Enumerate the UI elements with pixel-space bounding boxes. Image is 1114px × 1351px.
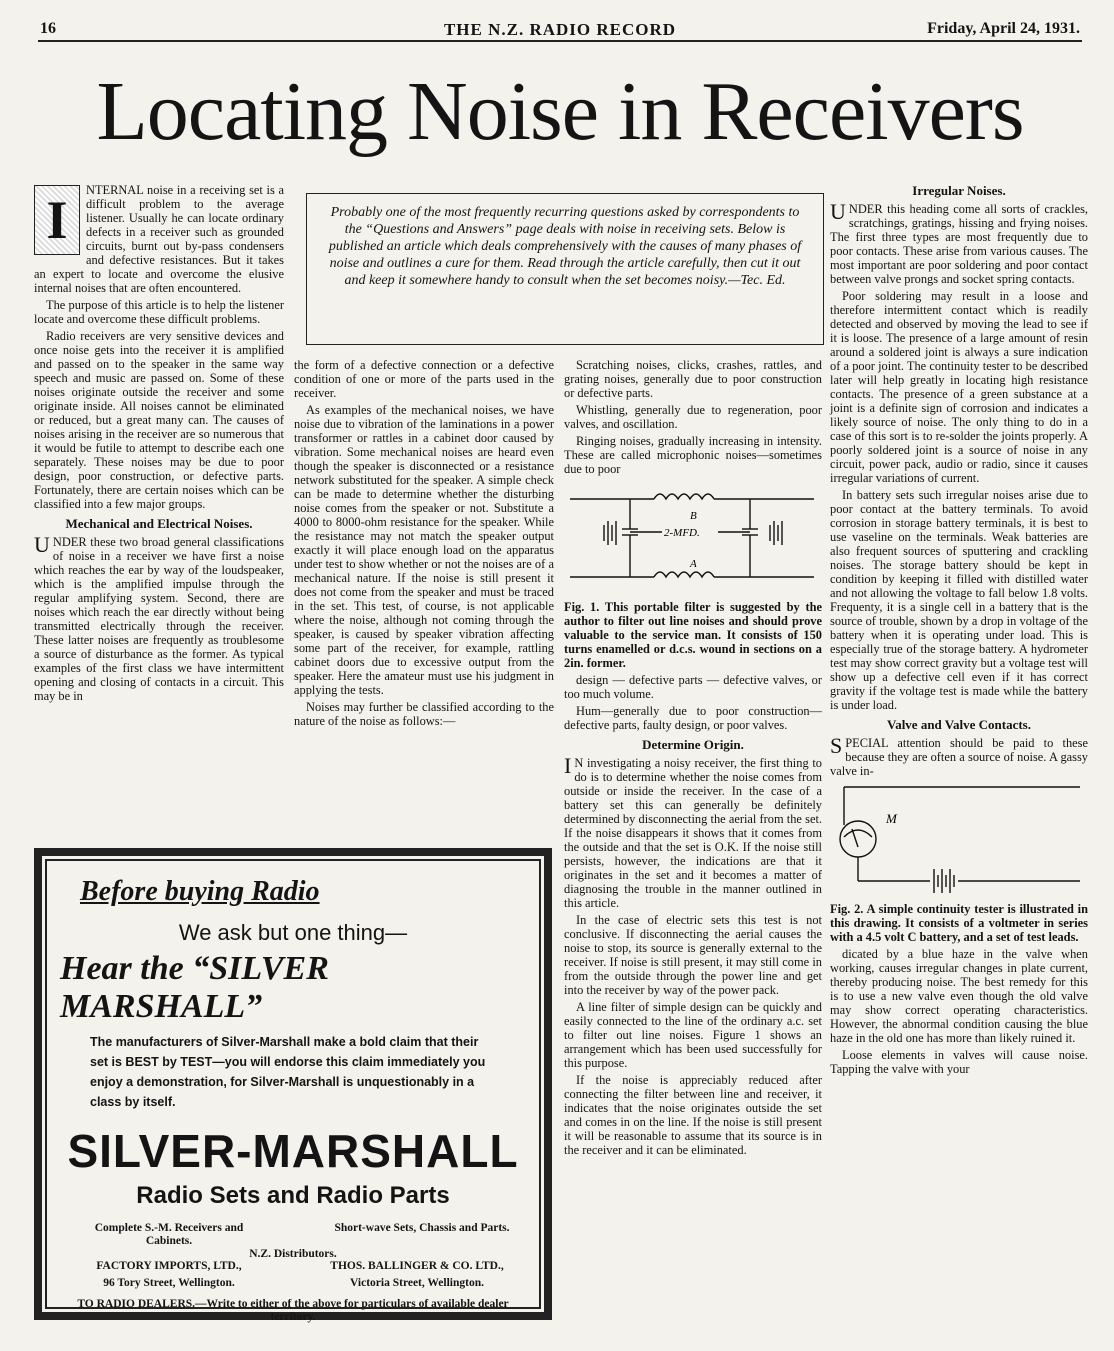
initial-letter: U [34, 532, 50, 557]
subheading-valve-contacts: Valve and Valve Contacts. [887, 717, 1031, 732]
col4-para-4 [830, 733, 1088, 778]
ad-claim-text: The manufacturers of Silver-Marshall make a bold claim that their set is BEST by TEST—you will endorse this claim immediately you enjoy a demonstration, for Silver-Marshall is unquestionably in a class by itself. [90, 1035, 486, 1109]
col3-para-5: Hum—generally due to poor construction—defective parts, faulty design, or poor valves. [564, 704, 822, 732]
ad-product-line: Radio Sets and Radio Parts [136, 1182, 450, 1209]
ad-row-companies [74, 1260, 512, 1273]
fig1-label-a: A [690, 558, 697, 570]
col2-para-2: As examples of the mechanical noises, we have noise due to vibration of the laminations in a power transformer or rattles in a cabinet door caused by vibration. Some mechanical noises are heard even though the speaker is disconnected or a resistance network substituted for the speaker. A simple check can be made to determine whether the disturbing noise comes from the speaker or not. Substitute a 4000 to 8000-ohm resistance for the speaker. While the resistance may not match the speaker output exactly it will place enough load on the apparatus under test to show whether or not the noises are of a mechanical nature. If the noise is still present it does not come from the speaker and must be traced in the set. This test, of course, is not applicable where the noise, although not coming through the speaker, is caused by speaker vibration affecting some part of the receiver, for example, rattling cabinet doors due to excessive output from the speaker. Here the amateur must use his judgment in applying the tests. [294, 403, 554, 697]
col3-para-2: Whistling, generally due to regeneration, poor valves, and oscillation. [564, 403, 822, 431]
column-2 [294, 358, 554, 843]
ad-brand-name: SILVER-MARSHALL [67, 1125, 519, 1177]
ad-distributors-label: N.Z. Distributors. [249, 1248, 337, 1260]
ad-line-before-buying: Before buying Radio [80, 876, 320, 907]
col1-para-4-text: NDER these two broad general classifications of noise in a receiver we have first a noise which reaches the ear by way of the loudspeaker, which is the amplified impulse through the regular amplifying system. Second, there are noises which reach the ear directly without being transmitted electrically through the receiver. These latter noises are frequently as troublesome a source of disturbance as the former. As typical examples of the first class we have intermittent opening and closing of contacts in a circuit. This may be in [34, 535, 284, 703]
editor-intro-text: Probably one of the most frequently recurring questions asked by correspondents to the “Questions and Answers” page deals with noise in receiving sets. Below is published an article which deals comprehensively with the causes of many phases of noise and outlines a cure for them. Read through the article carefully, then cut it out and keep it somewhere handy to consult when the set becomes noisy.—Tec. Ed. [328, 205, 802, 288]
subheading-mechanical-electrical: Mechanical and Electrical Noises. [65, 516, 253, 531]
column-4 [830, 178, 1088, 1338]
ornamental-dropcap: I [34, 185, 80, 255]
col4-para-1-text: NDER this heading come all sorts of crackles, scratchings, gratings, hissing and frying noises. The first three types are most frequently due to poor contacts. These arise from various causes. The most important are poor soldering and poor contact between valve prongs and socket spring contacts. [830, 202, 1088, 286]
col1-para-2: The purpose of this article is to help the listener locate and overcome these difficult problems. [34, 298, 284, 326]
initial-letter: U [830, 199, 846, 224]
col2-para-1: the form of a defective connection or a defective condition of one or more of the parts used in the receiver. [294, 358, 554, 400]
col3-para-9: If the noise is appreciably reduced after connecting the filter between line and receiver, it indicates that the noise originates outside the set and comes in on the line. If the noise is still present it will be reasonable to assume that its source is in the receiver and it can be eliminated. [564, 1073, 822, 1157]
subheading-determine-origin: Determine Origin. [642, 737, 744, 752]
col1-para-3: Radio receivers are very sensitive devices and once noise gets into the receiver it is amplified and passed on to the speaker in the same way speech and music are passed on. Some of these noises originate outside the receiver and some originate inside. All noises cannot be eliminated or reduced, but a great many can. The causes of noises arising in the receiver are so numerous that it would be futile to attempt to describe each one separately. These noises may be due to poor design, poor construction, or defective parts. Fortunately, there are certain noises which can be classified into a few major groups. [34, 329, 284, 511]
issue-date: Friday, April 24, 1931. [927, 20, 1080, 37]
editor-intro-box [306, 193, 824, 345]
ad-products-left: Complete S.-M. Receivers and Cabinets. [94, 1222, 244, 1247]
col1-para-1: NTERNAL noise in a receiving set is a difficult problem to the average listener. Usually he can locate ordinary defects in a receiver such as grounded circuits, burnt out by-pass condensers and defective resistances. But it takes an expert to locate and overcome the elusive internal noises that are often encountered. [34, 183, 284, 295]
col3-para-6 [564, 753, 822, 910]
ad-company-right: THOS. BALLINGER & CO. LTD., [330, 1260, 504, 1272]
ad-row-products [74, 1222, 512, 1248]
fig2-label-meter: M [886, 811, 897, 826]
col4-para-1 [830, 199, 1088, 286]
ad-address-right: Victoria Street, Wellington. [350, 1277, 484, 1289]
column-1 [34, 183, 284, 843]
page-number: 16 [40, 20, 56, 37]
ad-dealer-notice: TO RADIO DEALERS.—Write to either of the above for particulars of available dealer territory. [77, 1298, 509, 1323]
col3-para-7: In the case of electric sets this test is not conclusive. If disconnecting the aerial causes the noise to stop, its source is generally external to the receiver. If noise is still present, it may still come in from the outside through the power line and get into the receiver by way of the power pack. [564, 913, 822, 997]
col4-para-5: dicated by a blue haze in the valve when working, causes irregular changes in plate current, thereby producing noise. The best remedy for this is to use a new valve even though the old valve may show correct operating characteristics. However, the abnormal condition causing the blue haze in the old one has more than likely ruined it. [830, 947, 1088, 1045]
masthead: THE N.Z. RADIO RECORD [443, 20, 677, 39]
col1-para-4 [34, 532, 284, 703]
col4-para-2: Poor soldering may result in a loose and therefore intermittent contact which is readily detected and observed by moving the lead to see if it is loose. The presence of a large amount of resin around a soldered joint is always a sure indication of a poor joint. The continuity tester to be described later will help greatly in locating high resistance contacts. The presence of a green substance at a joint is a definite sign of corrosion and indicates a likely source of noise. The only thing to do in a case of this sort is to re-solder the joints properly. A poorly soldered joint is a source of noise in any circuit, power pack, audio or radio, since it causes irregular variations of current. [830, 289, 1088, 485]
figure-1-caption: Fig. 1. This portable filter is suggested by the author to filter out line noises and should prove valuable to the service man. It consists of 150 turns enamelled or d.c.s. wound in sections on a 2in. former. [564, 600, 822, 670]
fig1-label-b: B [690, 510, 697, 522]
header-rule [38, 40, 1082, 42]
col3-para-8: A line filter of simple design can be quickly and easily connected to the line of the ordinary a.c. set to filter out line noises. Figure 1 shows an arrangement which has been used successfully for this purpose. [564, 1000, 822, 1070]
col3-para-4: design — defective parts — defective valves, or too much volume. [564, 673, 822, 701]
initial-letter: I [564, 753, 572, 778]
ad-address-left: 96 Tory Street, Wellington. [103, 1277, 235, 1289]
ad-row-addresses [74, 1277, 512, 1290]
silver-marshall-advertisement [34, 848, 552, 1323]
ad-company-left: FACTORY IMPORTS, LTD., [96, 1260, 242, 1272]
col4-para-3: In battery sets such irregular noises arise due to poor contact at the battery terminals. To avoid corrosion in storage battery terminals, it is best to use vaseline on the terminals. Weak batteries are also frequent sources of sputtering and crackling noises. The storage battery should be kept in condition by keeping it filled with distilled water and not allowing the voltage to fall below 1.8 volts. Frequenty, it is a single cell in a battery that is the source of trouble, shown by a drop in voltage of the battery when it is operating under load. This is especially true of the storage battery. A hydrometer test may show correct gravity but a voltage test will show up a defective cell even if it has correct gravity if the voltage test is made while the battery is under load. [830, 488, 1088, 712]
figure-1-filter-diagram [564, 479, 822, 597]
col3-para-1: Scratching noises, clicks, crashes, rattles, and grating noises, generally due to poor construction or defective parts. [564, 358, 822, 400]
col3-para-6-text: N investigating a noisy receiver, the first thing to do is to determine whether the noise comes from outside or inside the receiver. In the case of a battery set this can generally be definitely determined by disconnecting the aerial from the set. If the noise disappears it shows that it comes from the outside and that the set is O.K. If the noise still persists, however, the indications are that it originates in the set and it becomes a matter of diagnosing the trouble in the manner outlined in this article. [564, 756, 822, 910]
figure-2-continuity-tester [830, 781, 1088, 899]
column-3 [564, 358, 822, 1333]
ad-line-we-ask: We ask but one thing— [178, 920, 408, 945]
headline: Locating Noise in Receivers [96, 65, 1024, 158]
subheading-irregular-noises: Irregular Noises. [912, 183, 1006, 198]
ad-line-hear-the: Hear the “SILVER MARSHALL” [60, 950, 329, 1025]
col2-para-3: Noises may further be classified according to the nature of the noise as follows:— [294, 700, 554, 728]
col4-para-4-text: PECIAL attention should be paid to these because they are often a source of noise. A gassy valve in- [830, 736, 1088, 778]
page-header [40, 14, 1080, 40]
col3-para-3: Ringing noises, gradually increasing in intensity. These are called microphonic noises—sometimes due to poor [564, 434, 822, 476]
fig1-label-capacitor: 2-MFD. [664, 527, 700, 539]
ad-products-right: Short-wave Sets, Chassis and Parts. [334, 1222, 510, 1234]
initial-letter: S [830, 733, 843, 758]
figure-2-caption: Fig. 2. A simple continuity tester is illustrated in this drawing. It consists of a voltmeter in series with a 4.5 volt C battery, and a set of test leads. [830, 902, 1088, 944]
col4-para-6: Loose elements in valves will cause noise. Tapping the valve with your [830, 1048, 1088, 1076]
